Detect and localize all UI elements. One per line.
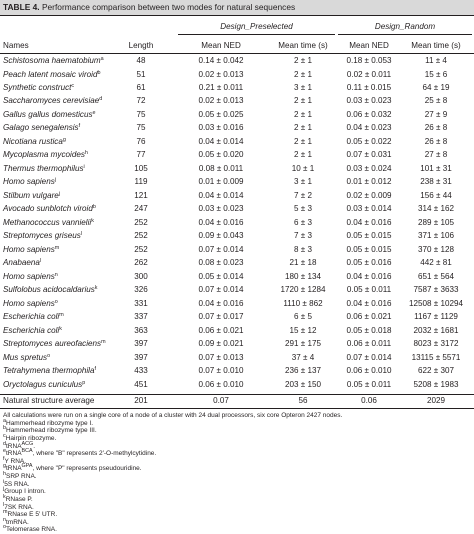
- header-rule: [0, 53, 474, 54]
- cell-ned-random: 0.02 ± 0.011: [346, 69, 392, 79]
- species-name: Galago senegalensis: [3, 123, 79, 133]
- cell-time-preselected: 1720 ± 1284: [280, 285, 326, 295]
- top-rule: [0, 15, 474, 16]
- footnote-letter: d: [3, 440, 6, 447]
- cell-time-preselected: 2 ± 1: [294, 150, 312, 160]
- cell-length: 252: [134, 244, 148, 254]
- cell-time-preselected: 2 ± 1: [294, 96, 312, 106]
- cell-time-random: 651 ± 564: [418, 271, 454, 281]
- footnote-letter: k: [3, 493, 6, 500]
- cell-species-name: [3, 325, 62, 336]
- average-ned-random: 0.06: [361, 396, 377, 405]
- cell-time-random: 8023 ± 3172: [413, 339, 459, 349]
- cell-ned-preselected: 0.07 ± 0.010: [198, 366, 244, 375]
- cell-length: 76: [136, 136, 146, 146]
- footnote-marker: e: [92, 109, 96, 116]
- footnote-marker: m: [101, 339, 106, 346]
- cell-time-preselected: 3 ± 1: [294, 177, 312, 187]
- cell-time-preselected: 1110 ± 862: [283, 298, 323, 308]
- cell-time-preselected: 180 ± 134: [285, 271, 321, 281]
- cell-length: 252: [134, 231, 148, 241]
- footnote-text: Y RNA.: [4, 457, 27, 465]
- group-header-random: Design_Random: [374, 22, 436, 31]
- cell-ned-random: 0.06 ± 0.010: [346, 366, 392, 375]
- cell-species-name: [3, 69, 100, 80]
- cell-ned-preselected: 0.07 ± 0.014: [198, 244, 244, 254]
- species-name: Escherichia coli: [3, 312, 60, 322]
- cell-length: 397: [134, 352, 148, 362]
- cell-length: 75: [136, 123, 146, 133]
- species-name: Gallus gallus domesticus: [3, 109, 93, 119]
- footnote-text-tail: , where "B" represents 2′-O-methylcytidine.: [32, 450, 157, 458]
- cell-time-preselected: 5 ± 3: [294, 204, 312, 214]
- footnote-text: Group I intron.: [4, 488, 46, 496]
- footnote-letter: j: [3, 486, 5, 493]
- footnote-marker: b: [97, 69, 101, 76]
- cell-species-name: [3, 284, 98, 295]
- group-rule-preselected: [178, 34, 335, 35]
- footnote-text: 5S RNA.: [4, 480, 30, 488]
- cell-species-name: [3, 149, 88, 160]
- cell-ned-random: 0.04 ± 0.016: [346, 217, 392, 227]
- cell-time-preselected: 203 ± 150: [285, 379, 321, 389]
- cell-time-random: 12508 ± 10294: [409, 298, 463, 308]
- cell-species-name: [3, 82, 74, 93]
- column-header-length: Length: [128, 41, 154, 50]
- cell-ned-preselected: 0.03 ± 0.023: [198, 204, 244, 214]
- cell-ned-random: 0.05 ± 0.018: [346, 325, 392, 335]
- cell-ned-random: 0.06 ± 0.011: [346, 339, 392, 349]
- cell-ned-preselected: 0.09 ± 0.021: [198, 339, 244, 349]
- footnote-text: tRNA: [6, 465, 22, 473]
- footnote: [3, 488, 471, 496]
- footnote-marker: c: [71, 83, 75, 89]
- column-header-ned-preselected: Mean NED: [201, 41, 241, 50]
- footnote: [3, 516, 471, 527]
- species-name: Homo sapiens: [3, 177, 55, 187]
- footnote-text: Hairpin ribozyme.: [5, 434, 57, 442]
- cell-time-preselected: 21 ± 18: [289, 258, 317, 268]
- cell-ned-random: 0.05 ± 0.022: [346, 136, 392, 146]
- species-name: Stilbum vulgare: [3, 190, 59, 200]
- footnote-text-tail: .: [33, 442, 36, 450]
- cell-time-preselected: 291 ± 175: [285, 339, 321, 349]
- cell-ned-preselected: 0.02 ± 0.013: [198, 69, 244, 79]
- cell-species-name: [3, 122, 80, 133]
- footnote-letter: b: [3, 425, 6, 432]
- cell-time-preselected: 2 ± 1: [294, 109, 312, 119]
- average-time-preselected: 56: [298, 396, 308, 405]
- cell-ned-random: 0.05 ± 0.015: [346, 231, 392, 241]
- cell-length: 72: [136, 96, 146, 106]
- cell-species-name: [3, 95, 102, 106]
- cell-ned-random: 0.03 ± 0.014: [346, 204, 392, 214]
- cell-ned-preselected: 0.07 ± 0.013: [198, 352, 244, 362]
- cell-time-random: 2032 ± 1681: [413, 325, 459, 335]
- cell-length: 75: [136, 109, 146, 119]
- cell-species-name: [3, 298, 58, 309]
- species-name: Peach latent mosaic viroid: [3, 69, 98, 79]
- average-label: Natural structure average: [3, 396, 95, 405]
- species-name: Mus spretus: [3, 352, 48, 362]
- column-header-names: Names: [3, 41, 29, 50]
- cell-time-random: 314 ± 162: [418, 204, 454, 214]
- cell-species-name: [3, 244, 59, 255]
- footnote: [3, 440, 471, 451]
- footnote-letter: n: [3, 516, 6, 523]
- cell-time-random: 156 ± 44: [420, 190, 452, 200]
- cell-length: 331: [134, 298, 148, 308]
- footnote-letter: i: [3, 478, 5, 485]
- footnote-letter: e: [3, 448, 6, 455]
- cell-ned-preselected: 0.05 ± 0.025: [198, 109, 244, 119]
- cell-time-preselected: 2 ± 1: [294, 136, 312, 146]
- footnote-letter: h: [3, 471, 6, 477]
- cell-time-preselected: 6 ± 3: [294, 217, 312, 227]
- footnote-marker: k: [91, 217, 94, 224]
- cell-time-preselected: 37 ± 4: [291, 352, 315, 362]
- cell-time-preselected: 2 ± 1: [294, 69, 312, 79]
- footnote-text: RNase P.: [5, 495, 33, 503]
- cell-length: 48: [136, 56, 146, 65]
- footnote: [3, 478, 471, 489]
- species-name: Methanococcus vannielii: [3, 217, 92, 227]
- footnote-marker: p: [82, 379, 86, 386]
- footnote-marker: o: [54, 298, 58, 305]
- bottom-rule: [0, 408, 474, 409]
- footnote-marker: b: [92, 204, 96, 211]
- footer-note: All calculations were run on a single core of a node of a cluster with 24 dual processors, six core Opteron 2427 nodes.: [3, 412, 343, 419]
- species-name: Sulfolobus acidocaldarius: [3, 285, 95, 295]
- average-ned-preselected: 0.07: [213, 396, 229, 405]
- cell-length: 51: [136, 69, 146, 79]
- species-name: Homo sapiens: [3, 271, 55, 281]
- trna-anticodon: GPA: [21, 463, 33, 470]
- cell-time-preselected: 2 ± 1: [294, 56, 312, 65]
- cell-ned-preselected: 0.02 ± 0.013: [198, 96, 244, 106]
- cell-ned-random: 0.05 ± 0.016: [346, 258, 392, 268]
- species-name: Streptomyces aureofaciens: [3, 339, 102, 349]
- group-rule-random: [338, 34, 472, 35]
- species-name: Homo sapiens: [3, 244, 55, 254]
- footnote: [3, 427, 471, 435]
- cell-length: 252: [134, 217, 148, 227]
- cell-time-preselected: 7 ± 2: [294, 190, 312, 200]
- cell-time-preselected: 15 ± 12: [289, 325, 317, 335]
- cell-time-preselected: 6 ± 5: [294, 312, 312, 322]
- cell-time-preselected: 10 ± 1: [291, 163, 315, 173]
- footnote-letter: m: [3, 509, 8, 516]
- cell-ned-preselected: 0.08 ± 0.011: [198, 163, 244, 173]
- cell-ned-random: 0.07 ± 0.031: [346, 150, 392, 160]
- cell-time-random: 11 ± 4: [425, 56, 447, 65]
- cell-ned-random: 0.04 ± 0.023: [346, 123, 392, 133]
- average-length: 201: [134, 396, 148, 405]
- cell-time-random: 238 ± 31: [420, 177, 452, 187]
- cell-species-name: [3, 311, 64, 322]
- species-name: Synthetic construct: [3, 83, 72, 92]
- cell-length: 337: [134, 312, 148, 322]
- cell-length: 300: [134, 271, 148, 281]
- footnote-text: tRNA: [6, 450, 22, 458]
- cell-ned-preselected: 0.06 ± 0.021: [198, 325, 244, 335]
- cell-time-random: 26 ± 8: [424, 123, 448, 133]
- cell-time-random: 1167 ± 1129: [414, 312, 458, 322]
- footnote: [3, 526, 471, 534]
- cell-ned-preselected: 0.04 ± 0.014: [198, 136, 244, 146]
- footnote-marker: k: [94, 285, 98, 292]
- cell-ned-preselected: 0.01 ± 0.009: [198, 177, 244, 187]
- cell-ned-random: 0.03 ± 0.024: [346, 163, 392, 173]
- species-name: Thermus thermophilus: [3, 163, 84, 173]
- cell-ned-random: 0.05 ± 0.011: [346, 379, 392, 389]
- cell-length: 247: [134, 204, 148, 214]
- cell-time-random: 442 ± 81: [420, 258, 452, 268]
- cell-time-preselected: 2 ± 1: [294, 123, 312, 133]
- cell-species-name: [3, 190, 60, 201]
- cell-ned-preselected: 0.14 ± 0.042: [198, 56, 244, 65]
- footnote-marker: l: [80, 231, 83, 238]
- cell-ned-preselected: 0.03 ± 0.016: [198, 123, 244, 133]
- cell-species-name: [3, 55, 104, 66]
- cell-species-name: [3, 176, 56, 187]
- species-name: Escherichia coli: [3, 325, 60, 335]
- footnote-marker: f: [94, 366, 96, 372]
- footnote-text: Hammerhead ribozyme type I.: [6, 419, 94, 427]
- species-name: Avocado sunblotch viroid: [3, 204, 93, 214]
- footnote-text: Telomerase RNA.: [6, 526, 57, 534]
- cell-ned-preselected: 0.05 ± 0.020: [198, 150, 244, 160]
- cell-species-name: [3, 163, 85, 174]
- cell-length: 262: [134, 258, 148, 268]
- cell-length: 105: [134, 163, 148, 173]
- cell-ned-random: 0.06 ± 0.032: [346, 109, 392, 119]
- cell-species-name: [3, 352, 50, 363]
- footnote-text: 7SK RNA.: [4, 503, 34, 511]
- footnote-text: tmRNA.: [6, 518, 29, 526]
- cell-ned-preselected: 0.07 ± 0.014: [198, 285, 244, 295]
- footnote-text: RNase E 5′ UTR.: [7, 511, 58, 519]
- cell-time-random: 26 ± 8: [424, 136, 448, 146]
- footnote-letter: f: [3, 455, 5, 462]
- cell-time-random: 64 ± 19: [422, 83, 450, 92]
- cell-ned-preselected: 0.04 ± 0.016: [198, 298, 244, 308]
- cell-ned-random: 0.01 ± 0.012: [346, 177, 392, 187]
- cell-species-name: [3, 217, 94, 228]
- footnote-marker: a: [100, 56, 104, 62]
- footnote: [3, 501, 471, 512]
- cell-species-name: [3, 109, 96, 120]
- cell-time-preselected: 8 ± 3: [294, 244, 312, 254]
- footnote-list: [3, 417, 471, 534]
- cell-time-random: 13115 ± 5571: [411, 352, 461, 362]
- cell-ned-random: 0.04 ± 0.016: [346, 298, 392, 308]
- column-header-time-random: Mean time (s): [411, 41, 461, 50]
- group-header-preselected: Design_Preselected: [220, 22, 293, 31]
- footnote-marker: l: [39, 258, 42, 265]
- cell-ned-preselected: 0.21 ± 0.011: [198, 83, 244, 92]
- footnote-marker: m: [59, 312, 64, 319]
- footnote-letter: c: [3, 432, 6, 439]
- species-name: Nicotiana rustica: [3, 136, 63, 146]
- footnote: [3, 493, 471, 504]
- cell-ned-preselected: 0.06 ± 0.010: [198, 379, 244, 389]
- cell-species-name: [3, 136, 66, 147]
- cell-ned-preselected: 0.07 ± 0.017: [198, 312, 244, 322]
- cell-species-name: [3, 271, 58, 282]
- footnote: [3, 432, 471, 443]
- trna-anticodon: BCA: [21, 448, 33, 455]
- cell-length: 61: [136, 83, 146, 92]
- cell-time-preselected: 7 ± 3: [294, 231, 312, 241]
- cell-length: 326: [134, 285, 148, 295]
- species-name: Saccharomyces cerevisiae: [3, 96, 100, 106]
- footnote-text: Hammerhead ribozyme type III.: [6, 427, 97, 435]
- table-number: TABLE 4.: [3, 2, 40, 12]
- cell-time-random: 7587 ± 3633: [413, 285, 459, 295]
- footnote-marker: g: [62, 136, 66, 143]
- cell-species-name: [3, 365, 96, 376]
- cell-time-random: 5208 ± 1983: [413, 379, 459, 389]
- footnote-marker: k: [59, 325, 62, 332]
- cell-ned-random: 0.07 ± 0.014: [346, 352, 392, 362]
- footnote: [3, 465, 471, 473]
- footnote: [3, 511, 471, 519]
- footnote-letter: l: [3, 501, 5, 508]
- footnote-marker: d: [99, 96, 103, 103]
- cell-time-random: 25 ± 8: [424, 96, 448, 106]
- cell-time-random: 27 ± 8: [424, 150, 448, 160]
- cell-ned-preselected: 0.08 ± 0.023: [198, 258, 244, 268]
- footnote-letter: o: [3, 524, 6, 531]
- cell-length: 121: [134, 190, 148, 200]
- table-caption: [0, 0, 474, 15]
- cell-time-random: 101 ± 31: [420, 163, 452, 173]
- footnote-marker: n: [54, 271, 58, 278]
- cell-species-name: [3, 203, 96, 214]
- cell-ned-random: 0.02 ± 0.009: [346, 190, 392, 200]
- species-name: Homo sapiens: [3, 298, 55, 308]
- footnote-marker: i: [83, 163, 85, 170]
- cell-length: 363: [134, 325, 148, 335]
- species-name: Streptomyces griseus: [3, 231, 81, 241]
- cell-ned-preselected: 0.09 ± 0.043: [198, 231, 244, 241]
- species-name: Anabaena: [3, 258, 40, 268]
- cell-ned-random: 0.04 ± 0.016: [346, 271, 392, 281]
- species-name: Tetrahymena thermophila: [3, 366, 95, 375]
- cell-time-random: 371 ± 106: [418, 231, 454, 241]
- cell-length: 397: [134, 339, 148, 349]
- column-header-time-preselected: Mean time (s): [278, 41, 328, 50]
- cell-time-preselected: 236 ± 137: [285, 366, 321, 375]
- cell-ned-random: 0.05 ± 0.015: [346, 244, 392, 254]
- cell-species-name: [3, 257, 41, 268]
- footnote-marker: o: [47, 352, 51, 359]
- cell-species-name: [3, 338, 106, 349]
- cell-length: 451: [134, 379, 148, 389]
- cell-ned-random: 0.05 ± 0.011: [346, 285, 392, 295]
- cell-length: 77: [136, 150, 146, 160]
- footnote-text-tail: , where "P" represents pseudouridine.: [32, 465, 142, 473]
- cell-ned-preselected: 0.05 ± 0.014: [198, 271, 244, 281]
- footnote-marker: j: [58, 190, 60, 197]
- cell-ned-preselected: 0.04 ± 0.014: [198, 190, 244, 200]
- cell-ned-random: 0.18 ± 0.053: [346, 56, 392, 65]
- cell-time-random: 622 ± 307: [418, 366, 454, 375]
- cell-ned-preselected: 0.04 ± 0.016: [198, 217, 244, 227]
- cell-species-name: [3, 230, 82, 241]
- species-name: Mycoplasma mycoides: [3, 150, 85, 160]
- footnote-text: SRP RNA.: [6, 473, 37, 480]
- cell-ned-random: 0.03 ± 0.023: [346, 96, 392, 106]
- cell-time-random: 27 ± 9: [424, 109, 448, 119]
- cell-time-random: 370 ± 128: [418, 244, 454, 254]
- trna-anticodon: ACG: [21, 440, 34, 447]
- species-name: Oryctolagus cuniculus: [3, 379, 83, 389]
- cell-time-random: 289 ± 105: [418, 217, 454, 227]
- cell-ned-random: 0.06 ± 0.021: [346, 312, 392, 322]
- cell-length: 119: [134, 177, 148, 187]
- average-time-random: 2029: [426, 396, 445, 405]
- footnote-marker: f: [78, 123, 81, 130]
- footnote-marker: h: [84, 150, 88, 157]
- cell-time-preselected: 3 ± 1: [294, 83, 312, 92]
- column-header-ned-random: Mean NED: [349, 41, 389, 50]
- footnote-marker: j: [54, 177, 56, 184]
- cell-species-name: [3, 379, 85, 390]
- footnote: [3, 450, 471, 458]
- table-title: Performance comparison between two modes for natural sequences: [41, 2, 296, 12]
- footnote-letter: a: [3, 417, 6, 424]
- table-footer: [3, 412, 471, 534]
- cell-length: 433: [134, 366, 148, 375]
- footnote-text: tRNA: [6, 442, 22, 450]
- footnote-letter: g: [3, 463, 6, 470]
- footnote-marker: m: [54, 244, 60, 251]
- cell-time-random: 15 ± 6: [424, 69, 448, 79]
- footnote: [3, 473, 471, 481]
- species-name: Schistosoma haematobium: [3, 56, 101, 65]
- cell-ned-random: 0.11 ± 0.015: [346, 83, 392, 92]
